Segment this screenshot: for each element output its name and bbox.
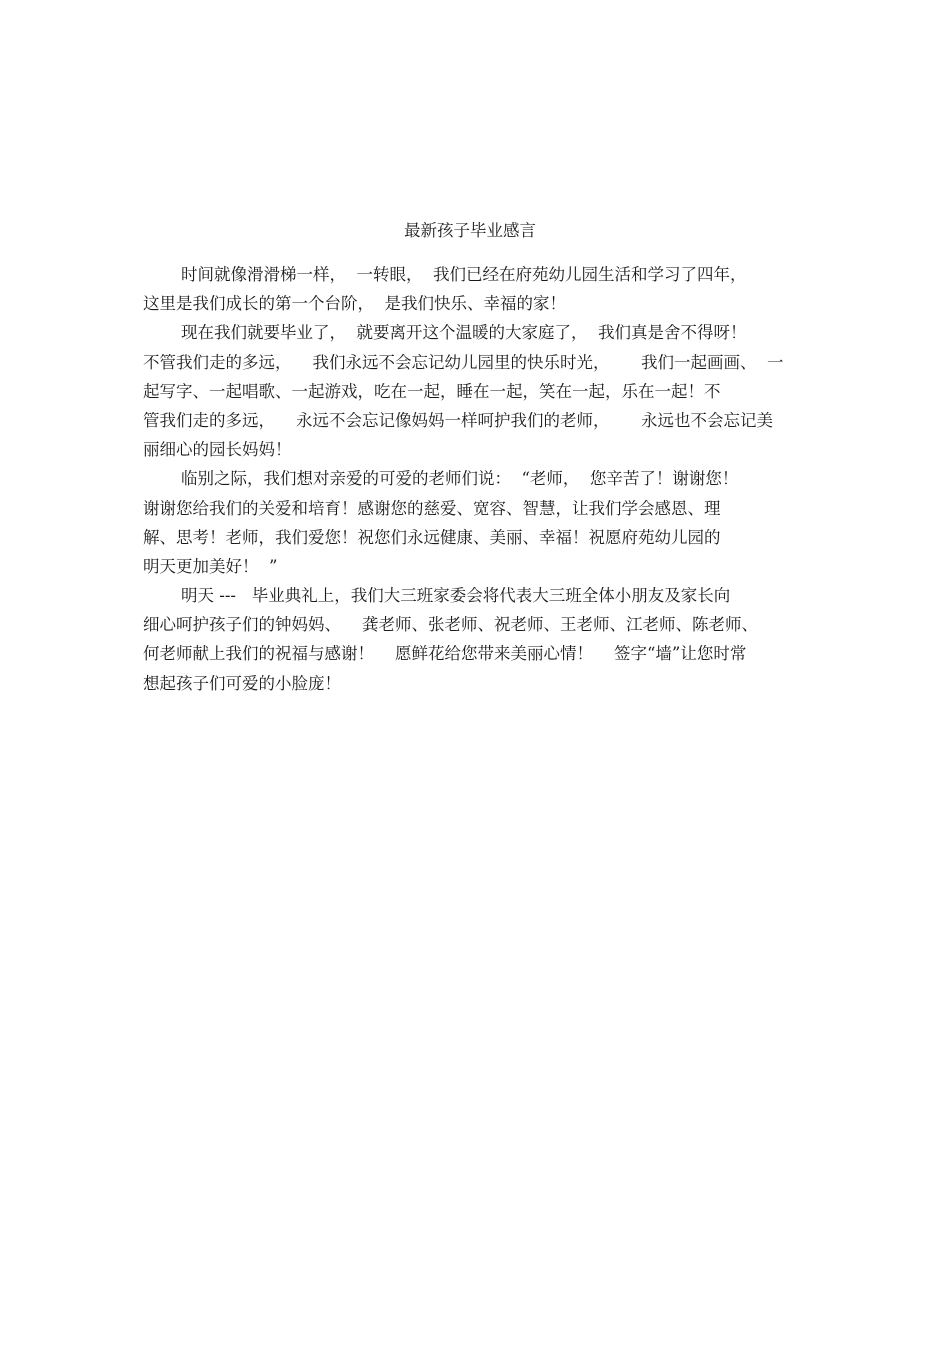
body-line: 时间就像滑滑梯一样， 一转眼， 我们已经在府苑幼儿园生活和学习了四年， [181, 265, 747, 284]
body-line: 起写字、一起唱歌、一起游戏，吃在一起，睡在一起，笑在一起，乐在一起！不 [143, 381, 721, 401]
body-line: 明天更加美好！ ” [143, 556, 278, 576]
body-line: 临别之际，我们想对亲爱的可爱的老师们说： “老师， 您辛苦了！谢谢您！ [181, 469, 739, 489]
body-line: 现在我们就要毕业了， 就要离开这个温暖的大家庭了， 我们真是舍不得呀！ [181, 323, 747, 343]
body-line: 谢谢您给我们的关爱和培育！感谢您的慈爱、宽容、智慧，让我们学会感恩、理 [143, 498, 721, 518]
document-body [143, 260, 823, 698]
body-line: 想起孩子们可爱的小脸庞！ [143, 673, 341, 693]
body-line: 这里是我们成长的第一个台阶， 是我们快乐、幸福的家！ [143, 294, 566, 314]
body-line: 细心呵护孩子们的钟妈妈、 龚老师、张老师、祝老师、王老师、江老师、陈老师、 [143, 615, 758, 635]
body-line: 何老师献上我们的祝福与感谢！ 愿鲜花给您带来美丽心情！ 签字“墙”让您时常 [143, 644, 747, 664]
body-line: 解、思考！老师，我们爱您！祝您们永远健康、美丽、幸福！祝愿府苑幼儿园的 [143, 527, 721, 547]
body-line: 丽细心的园长妈妈！ [143, 440, 292, 460]
document-title: 最新孩子毕业感言 [404, 221, 536, 240]
body-line: 明天 --- 毕业典礼上，我们大三班家委会将代表大三班全体小朋友及家长向 [181, 586, 731, 606]
body-line: 不管我们走的多远， 我们永远不会忘记幼儿园里的快乐时光， 我们一起画画、 一 [143, 352, 784, 372]
body-line: 管我们走的多远， 永远不会忘记像妈妈一样呵护我们的老师， 永远也不会忘记美 [143, 410, 773, 430]
